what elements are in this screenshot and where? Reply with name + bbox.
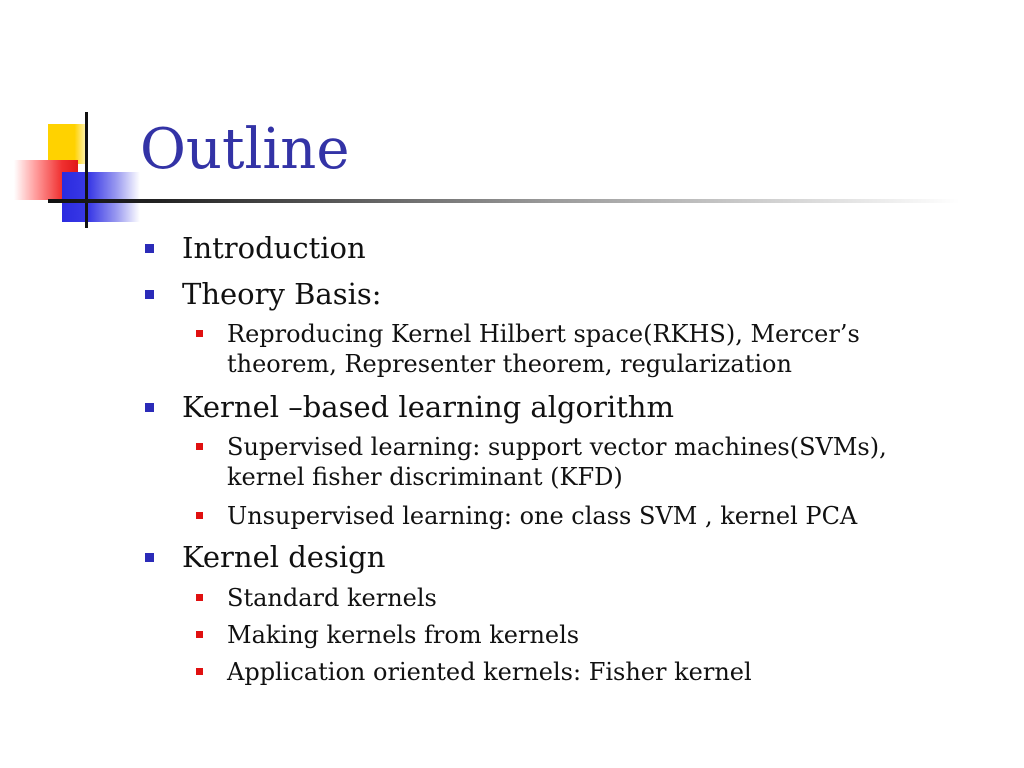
outline-item-label: Kernel design [182,540,386,574]
square-bullet-icon [196,631,203,638]
outline-item-label: Introduction [182,231,366,265]
square-bullet-icon [145,290,154,299]
outline-subitem-label: Standard kernels [227,584,437,612]
square-bullet-icon [145,403,154,412]
logo-blue-square [62,172,140,222]
outline-subitem-label: Unsupervised learning: one class SVM , kernel PCA [227,502,858,530]
outline-subitem-label: Supervised learning: support vector machines(SVMs), kernel fisher discriminant (KFD) [227,433,887,491]
outline-item-label: Kernel –based learning algorithm [182,390,674,424]
logo-yellow-square [48,124,86,164]
square-bullet-icon [196,668,203,675]
outline-subitem-label: Making kernels from kernels [227,621,580,649]
outline-subitem-label: Application oriented kernels: Fisher kernel [227,658,752,686]
outline-subitem [227,319,947,379]
outline-item-theory-basis [182,277,382,312]
outline-subitem-label: Reproducing Kernel Hilbert space(RKHS), Mercer’s theorem, Representer theorem, regularization [227,320,860,378]
outline-subitem [227,432,947,492]
logo-vertical-line [85,112,88,228]
square-bullet-icon [196,512,203,519]
square-bullet-icon [196,330,203,337]
square-bullet-icon [196,443,203,450]
square-bullet-icon [145,553,154,562]
outline-item-introduction [182,231,366,266]
outline-item-kernel-learning [182,390,674,425]
square-bullet-icon [196,594,203,601]
outline-subitem [227,501,947,531]
outline-item-kernel-design [182,540,385,575]
outline-item-label: Theory Basis: [182,277,382,311]
square-bullet-icon [145,244,154,253]
outline-subitem [227,583,947,613]
outline-subitem [227,620,947,650]
outline-subitem [227,657,947,687]
title-underline [48,199,960,203]
slide-title: Outline [140,117,350,182]
